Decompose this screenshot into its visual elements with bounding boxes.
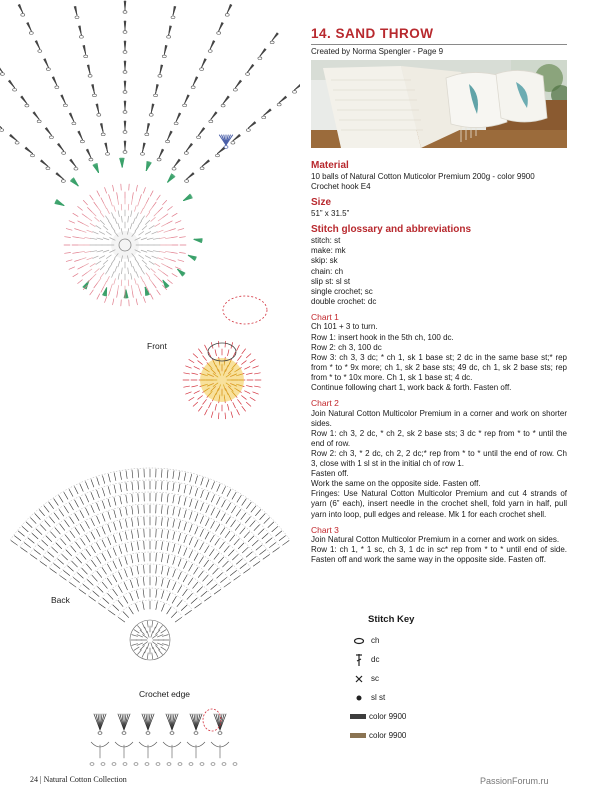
chart2-line: Fringes: Use Natural Cotton Multicolor Premium and cut 4 strands of yarn (6” each), insert needle in the crochet shell, fold yarn in half, pull yarn into loop, pull edges and release. Mk 1 for each crochet shell. [311,489,567,519]
glossary-item: make: mk [311,246,346,256]
chart1-line: Ch 101 + 3 to turn. [311,322,378,332]
product-photo [311,60,567,148]
motif-chart-diagram [183,296,267,419]
slip-stitch-dot-icon [350,694,368,702]
stitch-key-label: sl st [371,693,386,702]
designer-credit: Created by Norma Spengler - Page 9 [311,47,444,56]
page-footer: 24 | Natural Cotton Collection [30,775,127,784]
glossary-item: slip st: sl st [311,276,351,286]
chart2-line: Work the same on the opposite side. Fasten off. [311,479,481,489]
chart2-heading: Chart 2 [311,398,339,409]
color-swatch-dark [350,714,366,719]
crochet-diagrams [0,0,300,775]
stitch-key-label: dc [371,655,380,664]
front-label: Front [147,341,167,351]
stitch-key-label: color 9900 [369,731,407,740]
title-divider [311,44,567,45]
material-heading: Material [311,160,349,171]
double-crochet-icon [350,653,368,667]
chart2-line: Join Natural Cotton Multicolor Premium in a corner and work on shorter sides. [311,408,567,428]
glossary-item: double crochet: dc [311,296,377,306]
pattern-instructions [311,160,567,565]
glossary-heading: Stitch glossary and abbreviations [311,224,472,236]
stitch-key-row [350,726,510,745]
glossary-item: skip: sk [311,256,338,266]
stitch-key-row [350,669,510,688]
size-value: 51” x 31.5” [311,209,350,219]
size-heading: Size [311,197,332,209]
chart2-line: Row 1: ch 3, 2 dc, * ch 2, sk 2 base sts; 3 dc * rep from * to * until the end of row. [311,428,567,448]
glossary-item: stitch: st [311,236,341,246]
chain-oval-icon [350,637,368,645]
single-crochet-x-icon [350,674,368,684]
stitch-key-row [350,650,510,669]
chart3-line: Row 1: ch 1, * 1 sc, ch 3, 1 dc in sc* rep from * to * until end of side. Fasten off and work the same way in the opposite side. Fasten off. [311,545,567,565]
front-chart-diagram [0,0,300,306]
chart3-line: Join Natural Cotton Multicolor Premium in a corner and work on sides. [311,535,560,545]
stitch-key-label: ch [371,636,380,645]
site-watermark: PassionForum.ru [480,776,549,786]
stitch-key-title: Stitch Key [368,614,415,625]
glossary-item: chain: ch [311,266,344,276]
chart1-line: Continue following chart 1, work back & forth. Fasten off. [311,383,512,392]
stitch-key-row [350,688,510,707]
stitch-key-label: sc [371,674,379,683]
chart2-line: Fasten off. [311,469,349,479]
color-swatch-sand [350,733,366,738]
stitch-key-label: color 9900 [369,712,407,721]
material-line: 10 balls of Natural Cotton Muticolor Premium 200g - color 9900 [311,172,535,181]
chart2-line: Row 2: ch 3, * 2 dc, ch 2, 2 dc;* rep from * to * until the end of row. Ch 3, close with 1 sl st in the initial ch of row 1. [311,448,567,469]
crochet-edge-diagram [90,709,237,765]
pattern-title: 14. SAND THROW [311,26,434,41]
chart1-heading: Chart 1 [311,311,339,322]
chart1-line: Row 1: insert hook in the 5th ch, 100 dc. [311,332,454,342]
material-line: Crochet hook E4 [311,182,371,192]
crochet-edge-label: Crochet edge [139,689,191,699]
back-chart-diagram [10,468,290,660]
chart3-heading: Chart 3 [311,524,339,535]
stitch-key [350,614,510,745]
stitch-key-row [350,707,510,726]
glossary-item: single crochet; sc [311,286,373,296]
chart1-line: Row 2: ch 3, 100 dc [311,342,382,352]
chart1-line: Row 3: ch 3, 3 dc; * ch 1, sk 1 base st; 2 dc in the same base st;* rep from * to * 9x more; ch 1, sk 2 base sts; 49 dc, ch 1, sk 2 base sts; rep from * to * 10x more. Ch 1, sk 1 base st; 4 dc. [311,352,567,382]
stitch-key-row [350,631,510,650]
back-label: Back [51,595,70,605]
